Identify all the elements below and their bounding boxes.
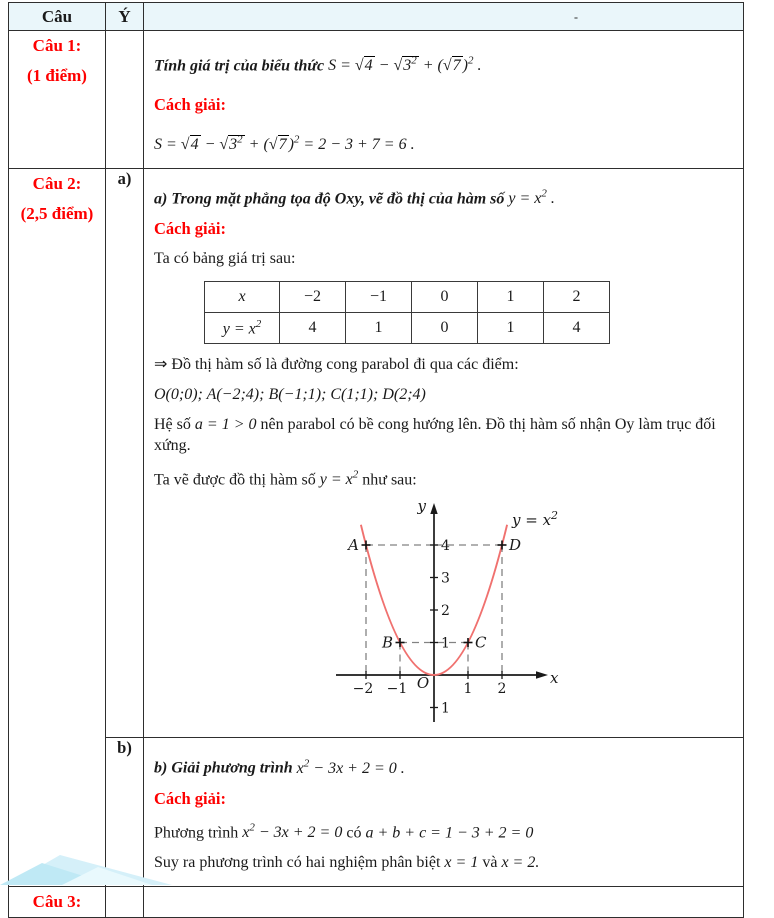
svg-text:1: 1 <box>463 681 473 698</box>
cau1-y-cell <box>106 31 144 169</box>
cau1-problem <box>154 51 733 76</box>
svg-text:2: 2 <box>497 681 507 698</box>
cau2b-problem-formula: $x^2 - 3x + 2 = 0$ . <box>296 757 405 777</box>
svg-text:D: D <box>509 536 522 555</box>
value-table <box>204 281 610 344</box>
header-label-cau: Câu <box>41 6 73 26</box>
cau1-solution-heading: Cách giải: <box>154 95 226 115</box>
cau2b-line1-pre: Phương trình <box>154 823 239 841</box>
header-label-y: Ý <box>118 6 131 26</box>
cropped-text-fragment: - <box>574 9 578 24</box>
value-cell: −2 <box>280 281 346 312</box>
value-cell: 4 <box>544 312 610 343</box>
cau2b-content-cell <box>144 738 744 887</box>
value-cell: 1 <box>478 281 544 312</box>
cau2b-line2-math2: x = 2. <box>501 853 540 871</box>
cau2a-coeff-pre: Hệ số <box>154 415 191 433</box>
cau2-label: Câu 2: <box>32 173 82 193</box>
value-cell: 1 <box>478 312 544 343</box>
cau2b-line2-math1: x = 1 <box>444 853 479 871</box>
cau2b-solution-heading: Cách giải: <box>154 788 226 808</box>
cau3-label: Câu 3: <box>32 891 82 911</box>
row-cau3 <box>9 886 744 917</box>
cau2a-draw-post: như sau: <box>362 471 417 489</box>
cau2b-line1 <box>154 818 733 843</box>
cau1-label: Câu 1: <box>32 36 82 55</box>
cau3-y-cell <box>106 886 144 917</box>
cau2a-solution-heading: Cách giải: <box>154 218 226 238</box>
svg-text:−1: −1 <box>386 681 408 698</box>
cau1-solution-line <box>154 129 733 154</box>
header-row <box>9 3 744 31</box>
cau2-question-cell <box>9 168 106 886</box>
svg-text:C: C <box>475 633 487 652</box>
cau2-points: (2,5 điểm) <box>20 203 94 223</box>
cau2b-row-label: b) <box>106 738 144 887</box>
value-table-row-x <box>205 281 610 312</box>
value-cell: 4 <box>280 312 346 343</box>
svg-text:1: 1 <box>441 700 450 717</box>
svg-text:A: A <box>348 536 359 555</box>
cau2a-problem-text: a) Trong mặt phẳng tọa độ Oxy, vẽ đồ thị của hàm số <box>154 189 505 207</box>
cau2a-deduction: ⇒ Đồ thị hàm số là đường cong parabol đi qua các điểm: <box>154 355 519 373</box>
value-y-header: $y = x^2$ <box>205 312 280 343</box>
svg-text:−2: −2 <box>352 681 374 698</box>
cau2b-line2-mid: và <box>482 853 498 871</box>
cau2a-draw-line <box>154 465 733 490</box>
cau1-content-cell <box>144 31 744 169</box>
cau2a-content-cell <box>144 168 744 738</box>
answer-table <box>8 2 744 918</box>
cau2a-coeff-post: nên parabol có bề cong hướng lên. Đồ thị hàm số nhận Oy làm trục đối xứng. <box>154 415 716 454</box>
svg-text:2: 2 <box>441 603 450 620</box>
cau2b-line2 <box>154 852 733 873</box>
cau2a-coeff-math: a = 1 > 0 <box>194 415 257 433</box>
svg-text:y: y <box>417 497 426 516</box>
cau2a-problem <box>154 184 733 209</box>
value-cell: 0 <box>412 281 478 312</box>
value-cell: −1 <box>346 281 412 312</box>
svg-text:O: O <box>416 674 430 693</box>
svg-text:4: 4 <box>441 538 450 555</box>
svg-text:1: 1 <box>441 635 450 652</box>
cau2b-line1-mid: có <box>346 823 362 841</box>
header-cell-cau <box>9 3 106 31</box>
svg-text:y = x2: $y = x^2$ <box>512 509 559 530</box>
cau2a-coeff-line <box>154 414 733 456</box>
cau2a-points-line: O(0;0); A(−2;4); B(−1;1); C(1;1); D(2;4) <box>154 385 426 403</box>
value-cell: 0 <box>412 312 478 343</box>
row-cau1 <box>9 31 744 169</box>
svg-text:3: 3 <box>441 570 450 587</box>
cau2a-draw-pre: Ta vẽ được đồ thị hàm số <box>154 471 316 489</box>
cau2b-problem <box>154 753 733 778</box>
value-x-header: x <box>205 281 280 312</box>
cau2a-problem-formula: $y = x^2$ . <box>508 187 555 207</box>
cau2b-line1-math1: $x^2 - 3x + 2 = 0$ <box>242 821 343 841</box>
cau2a-intro: Ta có bảng giá trị sau: <box>154 249 296 267</box>
header-cell-y <box>106 3 144 31</box>
cau1-question-cell <box>9 31 106 169</box>
row-cau2a <box>9 168 744 738</box>
header-cell-content <box>144 3 744 31</box>
value-cell: 2 <box>544 281 610 312</box>
parabola-chart <box>334 497 733 733</box>
value-table-row-y <box>205 312 610 343</box>
svg-text:x: x <box>550 669 559 688</box>
value-cell: 1 <box>346 312 412 343</box>
cau1-problem-formula: $S = √4 - √3^2 + (√7$ )$^2$ . <box>328 55 482 75</box>
cau3-question-cell <box>9 886 106 917</box>
cau2a-draw-math: $y = x^2$ <box>319 468 359 489</box>
svg-text:B: B <box>381 633 393 652</box>
cau1-problem-text: Tính giá trị của biểu thức <box>154 57 325 75</box>
watermark <box>0 853 200 885</box>
cau3-content-cell <box>144 886 744 917</box>
cau1-points: (1 điểm) <box>27 66 87 85</box>
cau2b-line2-pre: Suy ra phương trình có hai nghiệm phân biệt <box>154 853 441 871</box>
parabola-chart-svg <box>334 497 599 728</box>
cau2a-row-label: a) <box>106 168 144 738</box>
cau2b-line1-math2: a + b + c = 1 − 3 + 2 = 0 <box>365 823 534 841</box>
cau1-solution-formula: $S = √4 - √3^2 + (√7$ )$^2$ = 2 − 3 + 7 = 6 . <box>154 133 415 153</box>
cau2b-problem-text: b) Giải phương trình <box>154 759 293 777</box>
